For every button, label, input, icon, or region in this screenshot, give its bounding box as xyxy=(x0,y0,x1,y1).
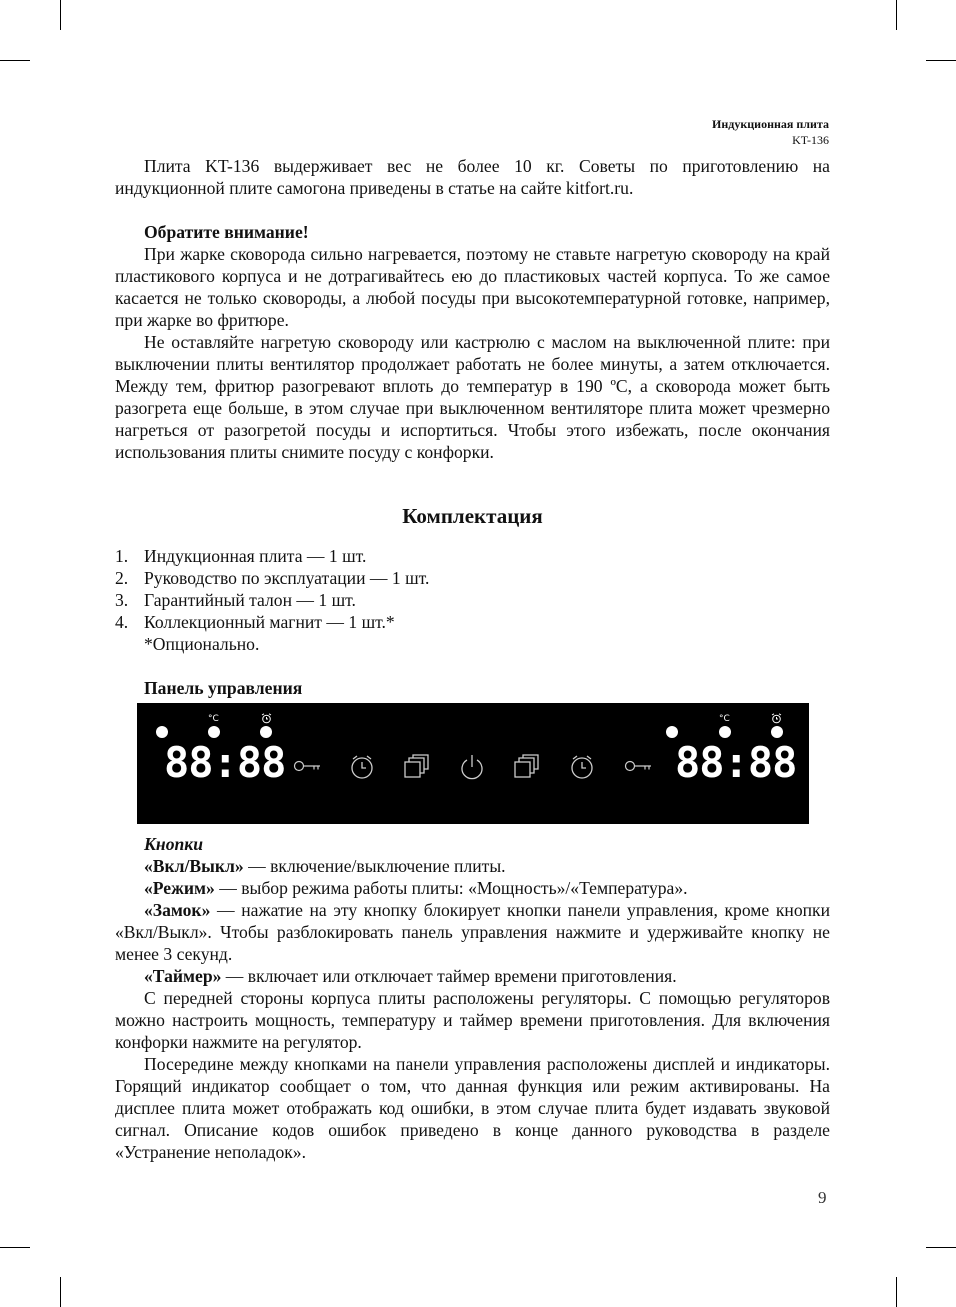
button-description xyxy=(115,877,830,899)
button-name: «Замок» xyxy=(144,900,211,920)
celsius-icon: °C xyxy=(719,714,730,724)
header-title: Индукционная плита xyxy=(712,117,829,131)
button-name: «Таймер» xyxy=(144,966,222,986)
list-item xyxy=(115,545,830,567)
left-display: 88:88 xyxy=(164,738,286,787)
page-number: 9 xyxy=(818,1188,827,1207)
celsius-icon: °C xyxy=(208,714,219,724)
panel-heading: Панель управления xyxy=(144,678,303,698)
header-model: KT-136 xyxy=(792,133,829,147)
list-item xyxy=(115,567,830,589)
indicator-dot xyxy=(666,726,678,738)
indicator-dot xyxy=(260,726,272,738)
intro-paragraph: Плита KT-136 выдерживает вес не более 10 кг. Советы по приготовлению на индукционной плите самогона приведены в статье на сайте kitfort.ru. xyxy=(115,156,830,198)
right-display: 88:88 xyxy=(675,738,797,787)
kit-title: Комплектация xyxy=(402,504,543,528)
list-text: Индукционная плита — 1 шт. xyxy=(144,546,367,566)
lock-icon[interactable] xyxy=(293,759,323,773)
kit-note: *Опционально. xyxy=(144,634,260,654)
crop-mark xyxy=(926,1247,956,1248)
list-number: 3. xyxy=(115,590,129,610)
list-number: 2. xyxy=(115,568,129,588)
alarm-clock-icon xyxy=(261,713,272,724)
attention-paragraph: Не оставляйте нагретую сковороду или кастрюлю с маслом на выключенной плите: при выключении плиты вентилятор продолжает работать не более минуты, а затем отключается. Между тем, фритюр разогревают вплоть до температур в 190 ºС, а сковорода может быть разогрета еще больше, в этом случае при выключенном вентиляторе плита может чрезмерно нагреться от разогретой посуды и испортиться. Чтобы этого избежать, после окончания использования плиты снимите посуду с конфорки. xyxy=(115,332,830,462)
button-description xyxy=(115,965,830,987)
crop-mark xyxy=(896,1277,897,1307)
crop-mark xyxy=(0,1247,30,1248)
crop-mark xyxy=(60,1277,61,1307)
button-text: — выбор режима работы плиты: «Мощность»/«Температура». xyxy=(214,878,688,898)
lock-icon[interactable] xyxy=(624,759,654,773)
page-content xyxy=(115,155,830,1163)
crop-mark xyxy=(60,0,61,30)
list-item xyxy=(115,611,830,633)
running-header xyxy=(712,116,829,148)
power-icon[interactable] xyxy=(459,753,485,781)
alarm-clock-icon xyxy=(771,713,782,724)
button-name: «Режим» xyxy=(144,878,215,898)
mode-icon[interactable] xyxy=(513,754,541,780)
body-paragraph: С передней стороны корпуса плиты расположены регуляторы. С помощью регуляторов можно настроить мощность, температуру и таймер времени приготовления. Для включения конфорки нажмите на регулятор. xyxy=(115,988,830,1052)
attention-heading: Обратите внимание! xyxy=(144,222,309,242)
control-panel-illustration xyxy=(137,703,809,824)
timer-icon[interactable] xyxy=(349,754,375,780)
button-text: — включает или отключает таймер времени приготовления. xyxy=(221,966,677,986)
mode-icon[interactable] xyxy=(403,754,431,780)
button-description xyxy=(115,899,830,965)
button-text: — включение/выключение плиты. xyxy=(243,856,506,876)
list-text: Руководство по эксплуатации — 1 шт. xyxy=(144,568,430,588)
crop-mark xyxy=(896,0,897,30)
body-paragraph: Посередине между кнопками на панели управления расположены дисплей и индикаторы. Горящий индикатор сообщает о том, что данная функция или режим активированы. На дисплее плита может отображать код ошибки, в этом случае плита будет издавать звуковой сигнал. Описание кодов ошибок приведено в конце данного руководства в разделе «Устранение неполадок». xyxy=(115,1054,830,1162)
timer-icon[interactable] xyxy=(569,754,595,780)
list-text: Гарантийный талон — 1 шт. xyxy=(144,590,356,610)
list-item xyxy=(115,589,830,611)
list-number: 4. xyxy=(115,612,129,632)
indicator-dot xyxy=(719,726,731,738)
crop-mark xyxy=(0,60,30,61)
attention-paragraph: При жарке сковорода сильно нагревается, поэтому не ставьте нагретую сковороду на край пластикового корпуса и не дотрагивайтесь ею до пластиковых частей корпуса. То же самое касается не только сковороды, а любой посуды при высокотемпературной готовке, например, при жарке во фритюре. xyxy=(115,244,830,330)
kit-list xyxy=(115,545,830,633)
list-text: Коллекционный магнит — 1 шт.* xyxy=(144,612,395,632)
button-description xyxy=(115,855,830,877)
list-number: 1. xyxy=(115,546,129,566)
button-name: «Вкл/Выкл» xyxy=(144,856,244,876)
crop-mark xyxy=(926,60,956,61)
indicator-dot xyxy=(771,726,783,738)
buttons-heading: Кнопки xyxy=(144,834,203,854)
button-text: — нажатие на эту кнопку блокирует кнопки панели управления, кроме кнопки «Вкл/Выкл». Чтобы разблокировать панель управления нажмите и удерживайте кнопку не менее 3 секунд. xyxy=(115,900,830,964)
indicator-dot xyxy=(208,726,220,738)
indicator-dot xyxy=(156,726,168,738)
